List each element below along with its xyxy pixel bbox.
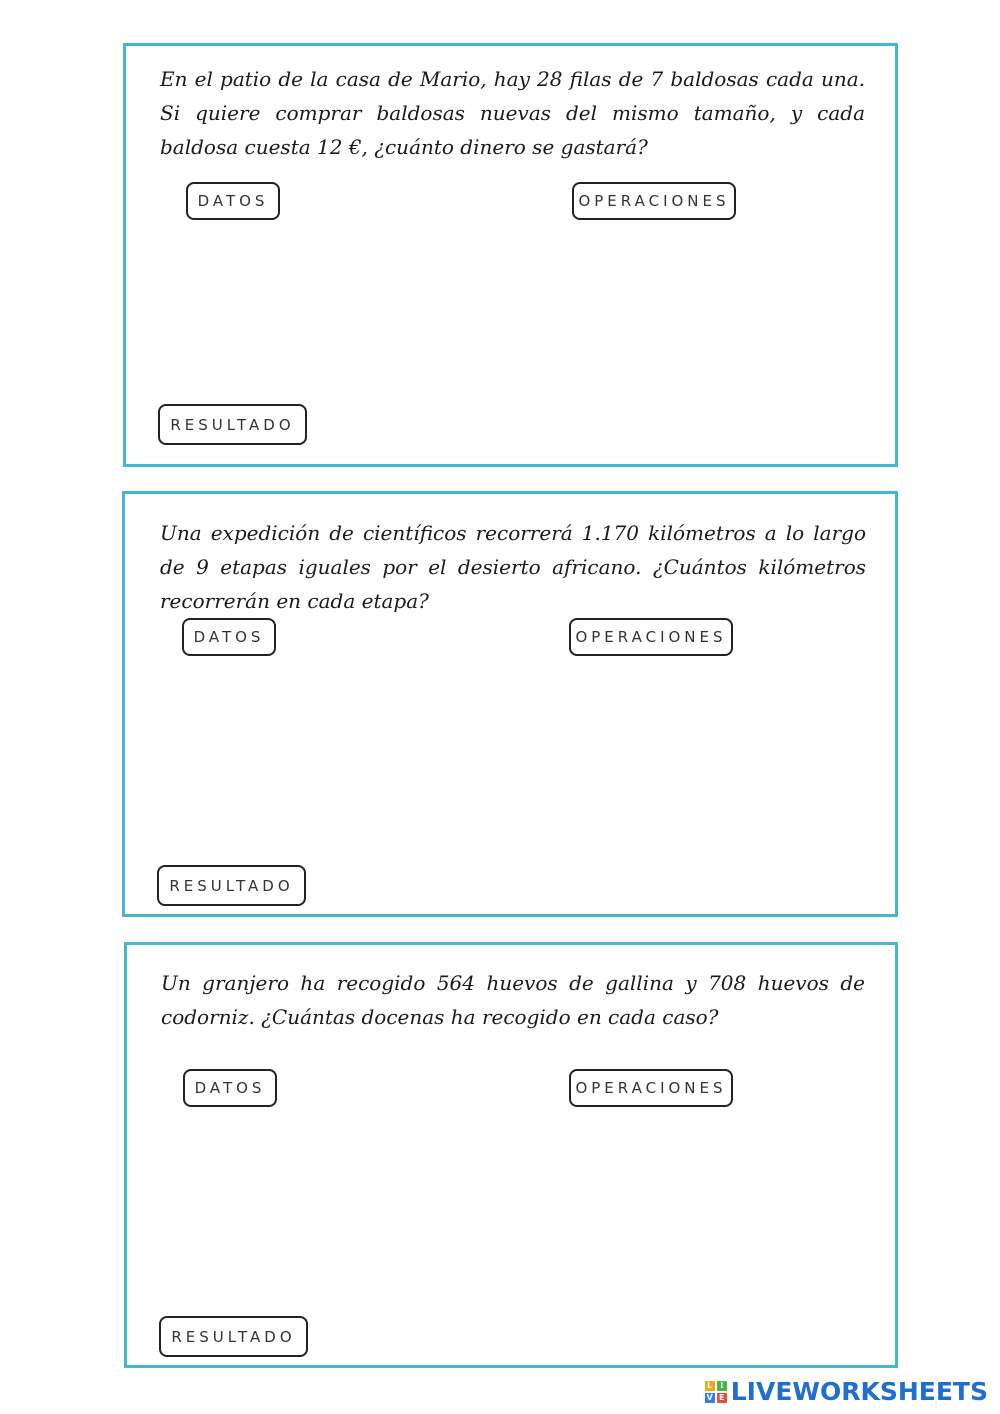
operaciones-label: OPERACIONES bbox=[572, 182, 736, 220]
problem-card-3 bbox=[124, 942, 898, 1368]
logo-letter: E bbox=[717, 1393, 727, 1403]
liveworksheets-logo bbox=[705, 1377, 988, 1406]
logo-letter: L bbox=[705, 1381, 715, 1391]
operaciones-label: OPERACIONES bbox=[569, 1069, 733, 1107]
live-logo-icon bbox=[705, 1381, 727, 1403]
datos-label: DATOS bbox=[183, 1069, 277, 1107]
resultado-label: RESULTADO bbox=[159, 1316, 308, 1357]
resultado-label: RESULTADO bbox=[158, 404, 307, 445]
problem-text: Un granjero ha recogido 564 huevos de gallina y 708 huevos de codorniz. ¿Cuántas docenas ha recogido en cada caso? bbox=[161, 971, 865, 1029]
problem-text: Una expedición de científicos recorrerá 1.170 kilómetros a lo largo de 9 etapas iguales por el desierto africano. ¿Cuántos kilómetros recorrerán en cada etapa? bbox=[160, 521, 866, 613]
logo-letter: I bbox=[717, 1381, 727, 1391]
problem-card-2 bbox=[122, 491, 898, 917]
operaciones-label: OPERACIONES bbox=[569, 618, 733, 656]
problem-card-1 bbox=[123, 43, 898, 467]
brand-name: LIVEWORKSHEETS bbox=[730, 1377, 988, 1406]
datos-label: DATOS bbox=[186, 182, 280, 220]
datos-label: DATOS bbox=[182, 618, 276, 656]
resultado-label: RESULTADO bbox=[157, 865, 306, 906]
logo-letter: V bbox=[706, 1393, 713, 1402]
problem-text: En el patio de la casa de Mario, hay 28 filas de 7 baldosas cada una. Si quiere comprar baldosas nuevas del mismo tamaño, y cada baldosa cuesta 12 €, ¿cuánto dinero se gastará? bbox=[160, 67, 865, 159]
